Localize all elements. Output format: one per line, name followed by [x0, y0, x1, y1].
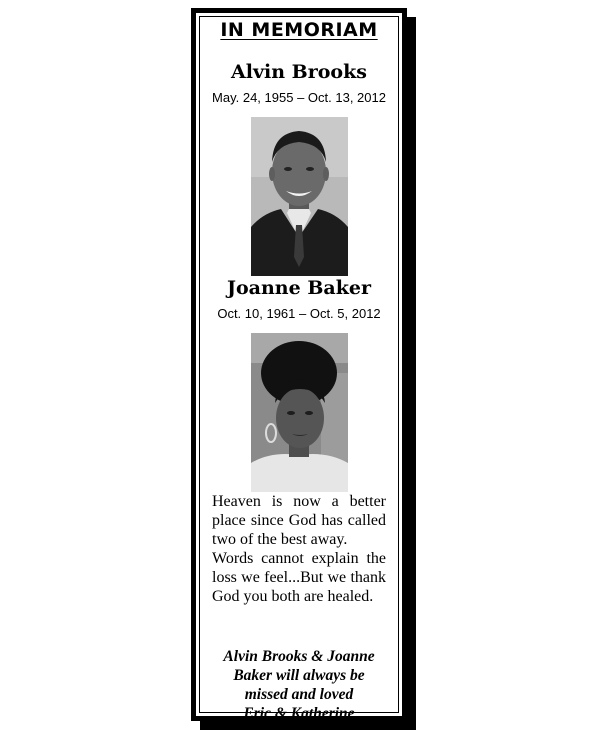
signature-line-4: Eric & Katherine: [243, 705, 355, 722]
memorial-poem: [212, 492, 386, 606]
memorial-card: [191, 8, 407, 721]
man-portrait-image: [251, 117, 348, 276]
person1-dates: May. 24, 1955 – Oct. 13, 2012: [212, 90, 386, 105]
card-inner: [196, 13, 402, 722]
person1-name: Alvin Brooks: [231, 61, 367, 83]
person2-photo: [251, 333, 348, 492]
signature-block: [200, 647, 398, 723]
person1-photo: [251, 117, 348, 276]
signature-line-3: missed and loved: [244, 686, 354, 703]
person2-dates: Oct. 10, 1961 – Oct. 5, 2012: [217, 306, 381, 321]
person2-name: Joanne Baker: [227, 277, 371, 299]
woman-portrait-image: [251, 333, 348, 492]
signature-line-1: Alvin Brooks & Joanne: [223, 648, 375, 665]
signature-line-2: Baker will always be: [233, 667, 365, 684]
poem-paragraph-2: Words cannot explain the loss we feel...But we thank God you both are healed.: [212, 550, 386, 605]
poem-paragraph-1: Heaven is now a better place since God has called two of the best away.: [212, 493, 386, 548]
memoriam-title: IN MEMORIAM: [220, 19, 378, 41]
